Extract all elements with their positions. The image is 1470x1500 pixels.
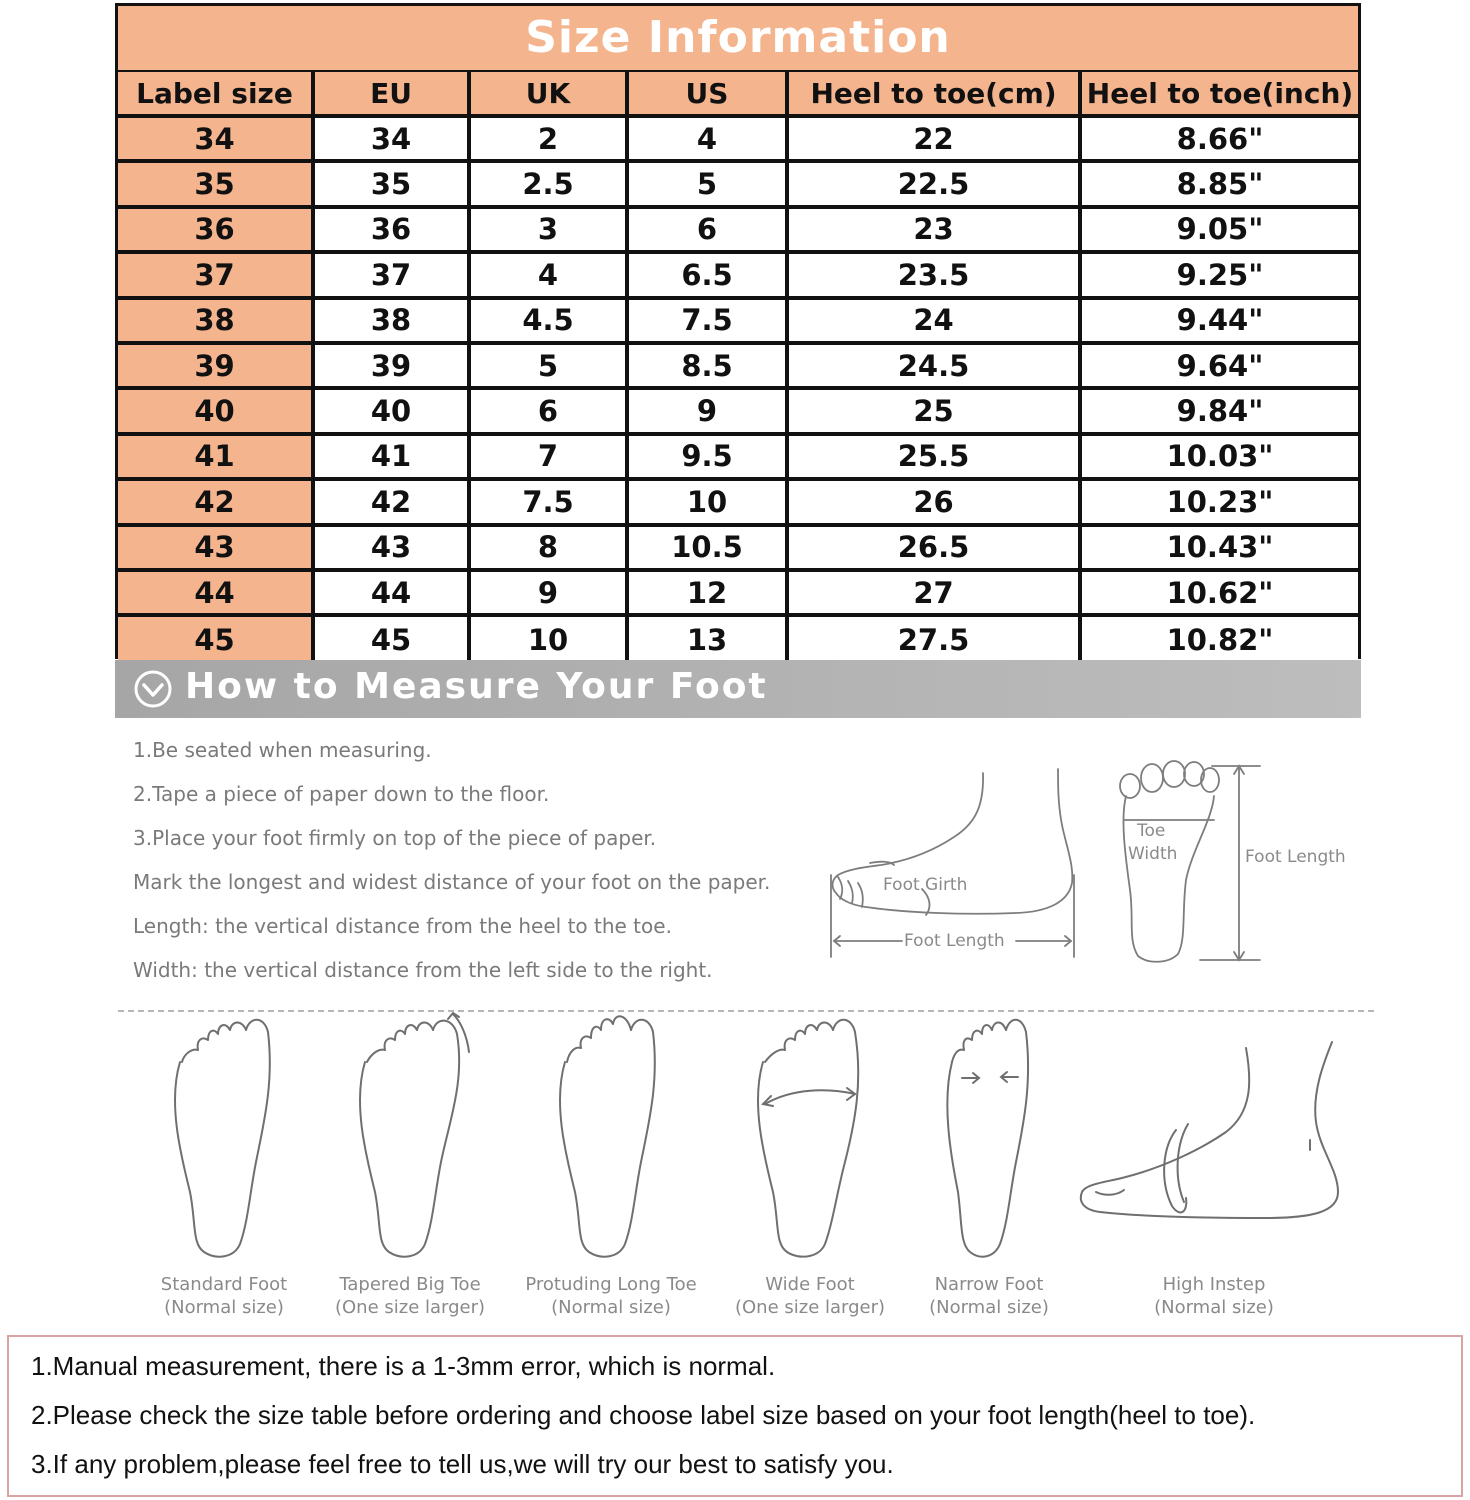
foot-type-name: Wide Foot <box>765 1274 855 1295</box>
wide-foot-icon <box>745 1012 945 1272</box>
foot-type-name: Protuding Long Toe <box>525 1274 697 1295</box>
size-cell: 12 <box>629 572 789 617</box>
size-cell: 42 <box>315 481 471 526</box>
size-cell: 10.43" <box>1082 527 1358 572</box>
foot-type-advice: (Normal size) <box>164 1297 284 1318</box>
side-foot-length-label: Foot Length <box>904 931 1005 951</box>
size-row <box>118 617 1358 662</box>
size-row <box>118 390 1358 435</box>
how-to-measure-title: How to Measure Your Foot <box>185 666 768 707</box>
size-row <box>118 118 1358 163</box>
size-cell: 27.5 <box>789 617 1082 662</box>
size-cell: 6.5 <box>629 254 789 299</box>
instruction-step: 3.Place your foot firmly on top of the piece of paper. <box>133 826 657 850</box>
size-row <box>118 527 1358 572</box>
size-cell: 10 <box>471 617 629 662</box>
size-cell: 25 <box>789 390 1082 435</box>
size-cell: 2 <box>471 118 629 163</box>
size-cell: 9 <box>629 390 789 435</box>
size-cell: 9.44" <box>1082 300 1358 345</box>
size-cell: 10.03" <box>1082 436 1358 481</box>
instruction-step: Length: the vertical distance from the heel to the toe. <box>133 914 672 938</box>
foot-type-name: Standard Foot <box>160 1274 288 1295</box>
instruction-step: 2.Tape a piece of paper down to the floor. <box>133 782 550 806</box>
size-row <box>118 163 1358 208</box>
chevron-down-circle-icon <box>133 669 173 709</box>
size-cell: 9.64" <box>1082 345 1358 390</box>
size-cell: 7 <box>471 436 629 481</box>
size-cell: 8.5 <box>629 345 789 390</box>
standard-foot-icon <box>160 1012 360 1272</box>
size-cell: 6 <box>471 390 629 435</box>
size-cell: 10.5 <box>629 527 789 572</box>
size-row <box>118 254 1358 299</box>
size-cell: 40 <box>315 390 471 435</box>
size-cell: 26.5 <box>789 527 1082 572</box>
side-foot-diagram <box>826 765 1082 965</box>
foot-type-name: Narrow Foot <box>934 1274 1044 1295</box>
size-cell: 22.5 <box>789 163 1082 208</box>
size-cell: 9 <box>471 572 629 617</box>
label-size-cell: 35 <box>118 163 315 208</box>
size-info-section <box>115 3 1361 659</box>
header-eu: EU <box>315 72 471 118</box>
label-size-cell: 36 <box>118 209 315 254</box>
header-uk: UK <box>471 72 629 118</box>
size-cell: 10.23" <box>1082 481 1358 526</box>
size-cell: 8.85" <box>1082 163 1358 208</box>
size-cell: 10.62" <box>1082 572 1358 617</box>
tapered-big-toe-foot-icon <box>345 1012 545 1272</box>
label-size-cell: 39 <box>118 345 315 390</box>
size-cell: 9.84" <box>1082 390 1358 435</box>
protuding-long-toe-foot-icon <box>545 1012 745 1272</box>
size-row <box>118 300 1358 345</box>
label-size-cell: 40 <box>118 390 315 435</box>
size-cell: 23 <box>789 209 1082 254</box>
foot-caption-tapered-big-toe <box>300 1273 520 1319</box>
size-row <box>118 572 1358 617</box>
size-table <box>118 72 1358 663</box>
size-cell: 37 <box>315 254 471 299</box>
size-cell: 13 <box>629 617 789 662</box>
width-label: Width <box>1128 844 1178 864</box>
size-cell: 34 <box>315 118 471 163</box>
size-row <box>118 209 1358 254</box>
size-cell: 35 <box>315 163 471 208</box>
size-cell: 7.5 <box>629 300 789 345</box>
size-cell: 44 <box>315 572 471 617</box>
size-cell: 5 <box>629 163 789 208</box>
size-cell: 38 <box>315 300 471 345</box>
sole-foot-length-label: Foot Length <box>1245 847 1346 867</box>
foot-type-advice: (Normal size) <box>929 1297 1049 1318</box>
size-cell: 3 <box>471 209 629 254</box>
size-cell: 9.5 <box>629 436 789 481</box>
size-cell: 26 <box>789 481 1082 526</box>
size-row <box>118 481 1358 526</box>
label-size-cell: 43 <box>118 527 315 572</box>
instruction-step: Width: the vertical distance from the left side to the right. <box>133 958 713 982</box>
foot-caption-protuding-long-toe <box>501 1273 721 1319</box>
size-cell: 4.5 <box>471 300 629 345</box>
size-cell: 8.66" <box>1082 118 1358 163</box>
size-cell: 4 <box>629 118 789 163</box>
size-cell: 10.82" <box>1082 617 1358 662</box>
size-cell: 36 <box>315 209 471 254</box>
size-cell: 41 <box>315 436 471 481</box>
size-row <box>118 436 1358 481</box>
notes-box <box>7 1335 1463 1497</box>
foot-type-advice: (Normal size) <box>551 1297 671 1318</box>
label-size-cell: 38 <box>118 300 315 345</box>
foot-type-advice: (One size larger) <box>734 1297 886 1318</box>
instruction-step: Mark the longest and widest distance of your foot on the paper. <box>133 870 771 894</box>
size-cell: 39 <box>315 345 471 390</box>
size-cell: 8 <box>471 527 629 572</box>
foot-type-name: High Instep <box>1162 1274 1266 1295</box>
size-table-header-row <box>118 72 1358 118</box>
label-size-cell: 34 <box>118 118 315 163</box>
sole-foot-diagram <box>1112 760 1362 965</box>
header-heel-to-toe-inch: Heel to toe(inch) <box>1082 72 1358 118</box>
measure-instructions <box>133 733 823 997</box>
size-cell: 6 <box>629 209 789 254</box>
size-cell: 22 <box>789 118 1082 163</box>
header-heel-to-toe-cm: Heel to toe(cm) <box>789 72 1082 118</box>
foot-girth-label: Foot Girth <box>883 875 968 895</box>
label-size-cell: 45 <box>118 617 315 662</box>
toe-label: Toe <box>1137 821 1166 841</box>
size-row <box>118 345 1358 390</box>
foot-caption-high-instep <box>1104 1273 1324 1319</box>
size-cell: 10 <box>629 481 789 526</box>
size-cell: 27 <box>789 572 1082 617</box>
size-cell: 43 <box>315 527 471 572</box>
foot-type-advice: (One size larger) <box>334 1297 486 1318</box>
instruction-step: 1.Be seated when measuring. <box>133 738 432 762</box>
header-label-size: Label size <box>118 72 315 118</box>
size-cell: 24 <box>789 300 1082 345</box>
size-cell: 9.05" <box>1082 209 1358 254</box>
how-to-measure-banner <box>115 660 1361 718</box>
label-size-cell: 37 <box>118 254 315 299</box>
size-cell: 24.5 <box>789 345 1082 390</box>
size-cell: 5 <box>471 345 629 390</box>
size-cell: 23.5 <box>789 254 1082 299</box>
note-line: 2.Please check the size table before ordering and choose label size based on your foot length(heel to toe). <box>31 1400 1256 1430</box>
size-info-title: Size Information <box>118 6 1358 70</box>
size-cell: 4 <box>471 254 629 299</box>
foot-type-advice: (Normal size) <box>1154 1297 1274 1318</box>
foot-caption-narrow <box>879 1273 1099 1319</box>
foot-type-name: Tapered Big Toe <box>339 1274 481 1295</box>
note-line: 3.If any problem,please feel free to tell us,we will try our best to satisfy you. <box>31 1449 894 1479</box>
label-size-cell: 44 <box>118 572 315 617</box>
size-cell: 7.5 <box>471 481 629 526</box>
size-cell: 2.5 <box>471 163 629 208</box>
note-line: 1.Manual measurement, there is a 1-3mm error, which is normal. <box>31 1351 776 1381</box>
size-cell: 9.25" <box>1082 254 1358 299</box>
label-size-cell: 42 <box>118 481 315 526</box>
header-us: US <box>629 72 789 118</box>
size-cell: 25.5 <box>789 436 1082 481</box>
high-instep-foot-icon <box>1076 1012 1346 1272</box>
label-size-cell: 41 <box>118 436 315 481</box>
size-cell: 45 <box>315 617 471 662</box>
